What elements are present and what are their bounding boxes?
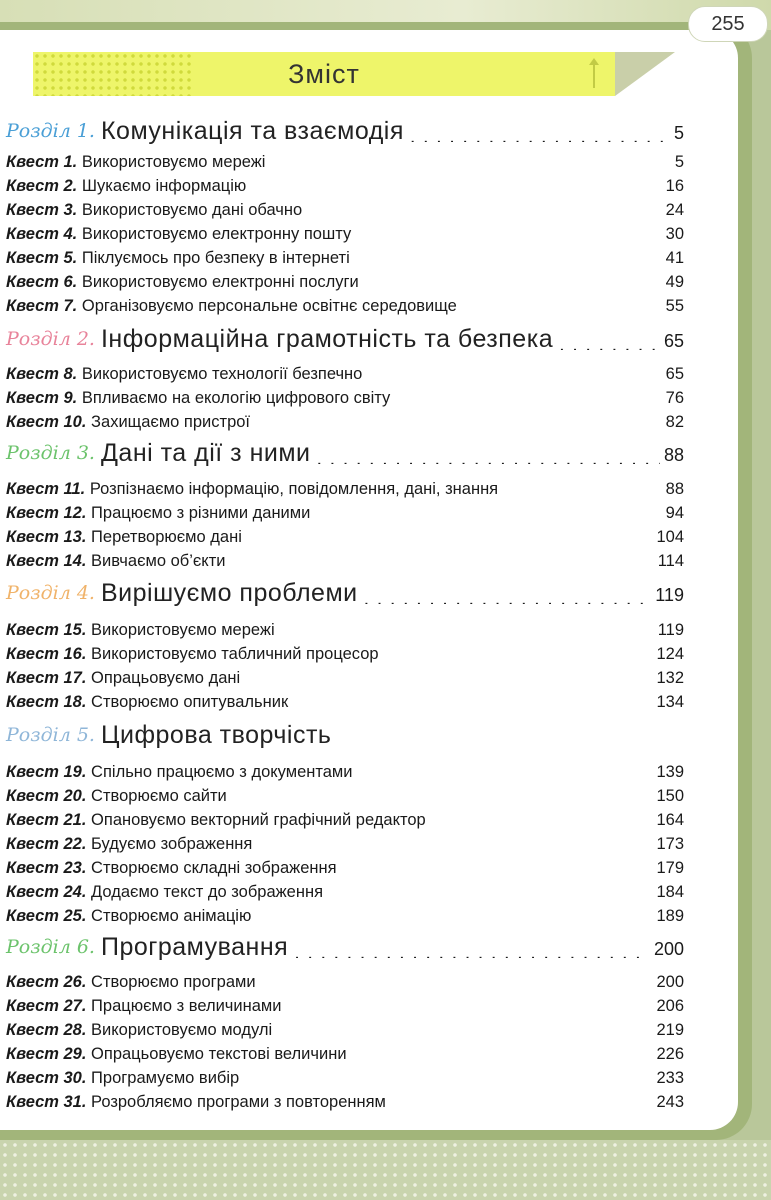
quest-title: Опрацьовуємо текстові величини — [91, 1045, 347, 1063]
quest-label: Квест 19. — [6, 763, 87, 781]
dot-leader — [258, 838, 652, 850]
quest-page: 16 — [665, 177, 684, 195]
quest-label: Квест 12. — [6, 504, 87, 522]
quest-page: 139 — [656, 763, 684, 781]
toc-quest-9[interactable] — [6, 386, 684, 408]
quest-page: 119 — [657, 621, 684, 639]
quest-label: Квест 16. — [6, 645, 87, 663]
quest-page: 219 — [656, 1021, 684, 1039]
quest-title: Розпізнаємо інформацію, повідомлення, дані, знання — [89, 480, 499, 498]
quest-label: Квест 10. — [6, 413, 87, 431]
quest-page: 184 — [656, 883, 684, 901]
quest-title: Створюємо програми — [91, 973, 256, 991]
quest-title: Використовуємо дані обачно — [81, 201, 303, 219]
page-title: Зміст — [288, 59, 360, 89]
dot-leader — [357, 228, 661, 240]
quest-title: Використовуємо модулі — [91, 1021, 273, 1039]
dot-leader — [316, 507, 661, 519]
toc-quest-31[interactable] — [6, 1090, 684, 1112]
dot-leader — [364, 592, 652, 604]
quest-label: Квест 31. — [6, 1093, 87, 1111]
quest-title: Програмуємо вибір — [91, 1069, 240, 1087]
section-title: Вирішуємо проблеми — [100, 579, 358, 607]
dot-leader — [385, 648, 653, 660]
quest-label: Квест 17. — [6, 669, 87, 687]
dot-leader — [329, 886, 652, 898]
quest-page: 114 — [657, 552, 684, 570]
quest-label: Квест 8. — [6, 365, 78, 383]
quest-page: 134 — [656, 693, 684, 711]
dot-leader — [262, 976, 653, 988]
quest-page: 88 — [665, 480, 684, 498]
quest-title: Вивчаємо об’єкти — [91, 552, 226, 570]
toc-quest-7[interactable] — [6, 294, 684, 316]
toc-quest-10[interactable] — [6, 410, 684, 432]
toc-quest-22[interactable] — [6, 832, 684, 854]
dot-leader — [246, 672, 652, 684]
dot-leader — [356, 252, 662, 264]
quest-page: 200 — [656, 973, 684, 991]
quest-label: Квест 5. — [6, 249, 78, 267]
banner-corner — [615, 52, 675, 96]
quest-label: Квест 25. — [6, 907, 87, 925]
toc-section-2[interactable] — [6, 318, 684, 354]
dot-leader — [353, 1048, 653, 1060]
dot-leader — [317, 452, 660, 464]
toc-section-6[interactable] — [6, 926, 684, 962]
section-page: 5 — [673, 123, 684, 143]
dot-leader — [358, 766, 652, 778]
section-page: 65 — [663, 331, 684, 351]
dot-leader — [432, 814, 653, 826]
toc-section-3[interactable] — [6, 432, 684, 468]
quest-title: Організовуємо персональне освітнє середовище — [81, 297, 457, 315]
toc-quest-13[interactable] — [6, 525, 684, 547]
toc-quest-17[interactable] — [6, 666, 684, 688]
toc-quest-8[interactable] — [6, 362, 684, 384]
quest-title: Розробляємо програми з повторенням — [91, 1093, 386, 1111]
dot-leader — [271, 156, 670, 168]
section-page: 200 — [653, 939, 684, 959]
quest-label: Квест 14. — [6, 552, 87, 570]
quest-page: 132 — [656, 669, 684, 687]
quest-label: Квест 11. — [6, 480, 86, 498]
toc-quest-16[interactable] — [6, 642, 684, 664]
quest-label: Квест 27. — [6, 997, 87, 1015]
quest-title: Опановуємо векторний графічний редактор — [91, 811, 426, 829]
quest-title: Будуємо зображення — [91, 835, 253, 853]
section-title: Інформаційна грамотність та безпека — [100, 325, 554, 353]
section-title: Програмування — [100, 933, 289, 961]
toc-section-4[interactable] — [6, 572, 684, 608]
quest-page: 189 — [656, 907, 684, 925]
quest-label: Квест 7. — [6, 297, 78, 315]
toc-quest-14[interactable] — [6, 549, 684, 571]
dot-leader — [410, 130, 670, 142]
section-label: Розділ 2. — [6, 328, 95, 350]
quest-page: 243 — [656, 1093, 684, 1111]
quest-page: 124 — [656, 645, 684, 663]
quest-label: Квест 18. — [6, 693, 87, 711]
section-label: Розділ 3. — [6, 442, 95, 464]
section-title: Дані та дії з ними — [100, 439, 311, 467]
toc-section-5[interactable] — [6, 714, 684, 750]
dot-leader — [559, 338, 660, 350]
dot-leader — [343, 862, 653, 874]
toc-quest-11[interactable] — [6, 477, 684, 499]
dot-leader — [278, 1024, 652, 1036]
toc-quest-27[interactable] — [6, 994, 684, 1016]
quest-title: Використовуємо електронну пошту — [81, 225, 352, 243]
quest-label: Квест 2. — [6, 177, 78, 195]
quest-title: Використовуємо мережі — [81, 153, 266, 171]
quest-page: 49 — [665, 273, 684, 291]
quest-label: Квест 9. — [6, 389, 78, 407]
toc-quest-2[interactable] — [6, 174, 684, 196]
quest-title: Створюємо анімацію — [91, 907, 252, 925]
section-page: 88 — [663, 445, 684, 465]
quest-label: Квест 21. — [6, 811, 87, 829]
quest-page: 173 — [656, 835, 684, 853]
title-banner — [33, 52, 615, 96]
quest-page: 233 — [656, 1069, 684, 1087]
quest-page: 30 — [665, 225, 684, 243]
section-label: Розділ 1. — [6, 120, 95, 142]
toc-quest-6[interactable] — [6, 270, 684, 292]
dot-leader — [252, 180, 661, 192]
toc-quest-4[interactable] — [6, 222, 684, 244]
toc-quest-18[interactable] — [6, 690, 684, 712]
quest-page: 41 — [665, 249, 684, 267]
quest-label: Квест 26. — [6, 973, 87, 991]
toc-quest-21[interactable] — [6, 808, 684, 830]
section-label: Розділ 5. — [6, 724, 95, 746]
dot-leader — [368, 368, 661, 380]
dot-leader — [231, 555, 653, 567]
toc-quest-19[interactable] — [6, 760, 684, 782]
dot-leader — [245, 1072, 652, 1084]
dot-leader — [281, 624, 654, 636]
section-title: Комунікація та взаємодія — [100, 117, 404, 145]
toc-quest-25[interactable] — [6, 904, 684, 926]
quest-page: 24 — [665, 201, 684, 219]
quest-title: Піклуємось про безпеку в інтернеті — [81, 249, 350, 267]
toc-quest-20[interactable] — [6, 784, 684, 806]
quest-label: Квест 1. — [6, 153, 78, 171]
quest-label: Квест 28. — [6, 1021, 87, 1039]
section-title: Цифрова творчість — [100, 721, 332, 749]
quest-label: Квест 24. — [6, 883, 87, 901]
quest-title: Створюємо складні зображення — [91, 859, 337, 877]
quest-title: Використовуємо технології безпечно — [81, 365, 363, 383]
toc-quest-3[interactable] — [6, 198, 684, 220]
toc-quest-29[interactable] — [6, 1042, 684, 1064]
arrow-up-icon — [593, 60, 595, 88]
quest-page: 94 — [665, 504, 684, 522]
quest-label: Квест 15. — [6, 621, 87, 639]
dot-leader — [248, 531, 653, 543]
dot-leader — [233, 790, 653, 802]
quest-label: Квест 30. — [6, 1069, 87, 1087]
dot-leader — [392, 1096, 653, 1108]
quest-page: 150 — [656, 787, 684, 805]
quest-title: Додаємо текст до зображення — [91, 883, 324, 901]
quest-page: 104 — [656, 528, 684, 546]
quest-label: Квест 23. — [6, 859, 87, 877]
dot-leader — [463, 300, 662, 312]
quest-page: 65 — [665, 365, 684, 383]
quest-title: Створюємо сайти — [91, 787, 227, 805]
toc-quest-26[interactable] — [6, 970, 684, 992]
dot-leader — [257, 910, 652, 922]
quest-title: Використовуємо мережі — [91, 621, 275, 639]
quest-title: Працюємо з величинами — [91, 997, 282, 1015]
quest-label: Квест 4. — [6, 225, 78, 243]
toc-quest-5[interactable] — [6, 246, 684, 268]
quest-page: 76 — [665, 389, 684, 407]
quest-title: Захищаємо пристрої — [91, 413, 251, 431]
quest-label: Квест 3. — [6, 201, 78, 219]
dot-leader — [294, 946, 650, 958]
quest-title: Працюємо з різними даними — [91, 504, 311, 522]
dot-leader — [287, 1000, 652, 1012]
bottom-dot-pattern — [0, 1140, 771, 1200]
toc-quest-23[interactable] — [6, 856, 684, 878]
dot-leader — [294, 696, 652, 708]
quest-page: 5 — [674, 153, 684, 171]
quest-title: Опрацьовуємо дані — [91, 669, 241, 687]
quest-title: Створюємо опитувальник — [91, 693, 289, 711]
quest-page: 164 — [656, 811, 684, 829]
quest-title: Впливаємо на екологію цифрового світу — [81, 389, 391, 407]
quest-page: 206 — [656, 997, 684, 1015]
dot-leader — [308, 204, 661, 216]
toc-quest-28[interactable] — [6, 1018, 684, 1040]
quest-page: 55 — [665, 297, 684, 315]
toc-quest-24[interactable] — [6, 880, 684, 902]
quest-page: 82 — [665, 413, 684, 431]
dot-leader — [396, 392, 661, 404]
section-label: Розділ 6. — [6, 936, 95, 958]
quest-label: Квест 13. — [6, 528, 87, 546]
quest-title: Шукаємо інформацію — [81, 177, 247, 195]
toc-quest-15[interactable] — [6, 618, 684, 640]
quest-title: Перетворюємо дані — [91, 528, 242, 546]
quest-page: 226 — [656, 1045, 684, 1063]
quest-label: Квест 29. — [6, 1045, 87, 1063]
toc-quest-12[interactable] — [6, 501, 684, 523]
dot-leader — [504, 483, 662, 495]
dot-leader — [365, 276, 662, 288]
toc-section-1[interactable] — [6, 110, 684, 146]
dot-leader — [256, 416, 662, 428]
page-number: 255 — [688, 6, 768, 42]
toc-quest-30[interactable] — [6, 1066, 684, 1088]
quest-title: Використовуємо електронні послуги — [81, 273, 359, 291]
section-page: 119 — [655, 585, 684, 605]
quest-label: Квест 22. — [6, 835, 87, 853]
quest-label: Квест 20. — [6, 787, 87, 805]
quest-page: 179 — [656, 859, 684, 877]
toc-quest-1[interactable] — [6, 150, 684, 172]
section-label: Розділ 4. — [6, 582, 95, 604]
quest-label: Квест 6. — [6, 273, 78, 291]
quest-title: Використовуємо табличний процесор — [91, 645, 379, 663]
quest-title: Спільно працюємо з документами — [91, 763, 353, 781]
